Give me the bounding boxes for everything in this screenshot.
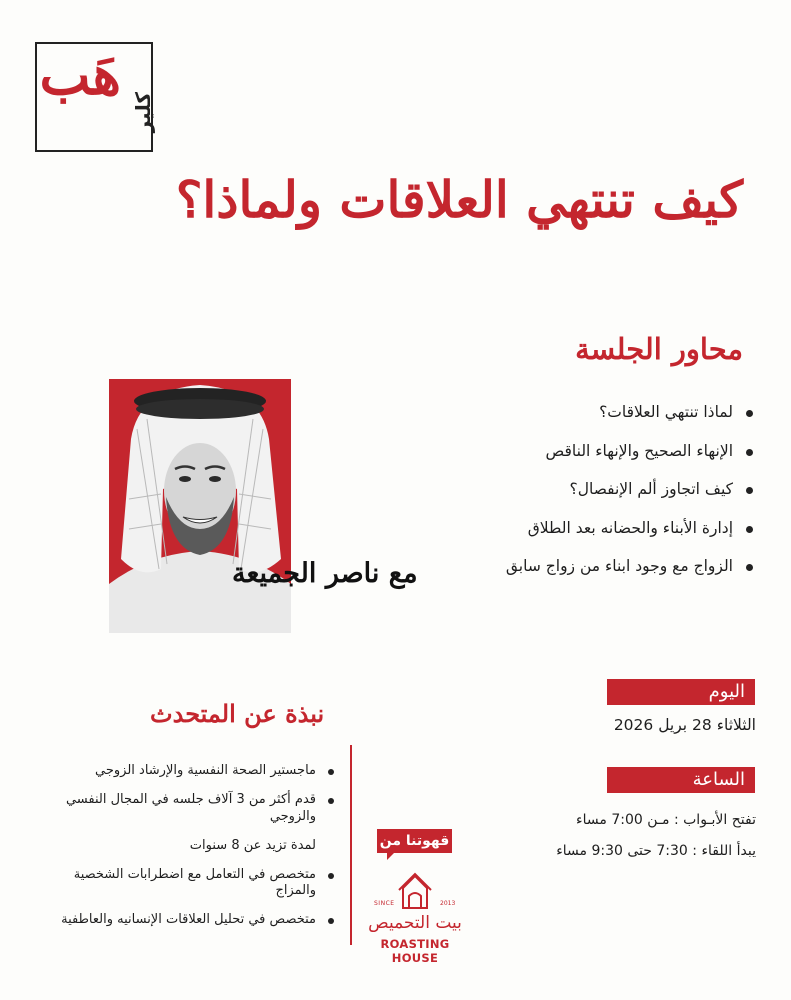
bio-heading: نبذة عن المتحدث [150, 699, 325, 728]
bio-item-text: ماجستير الصحة النفسية والإرشاد الزوجي [95, 763, 316, 778]
sponsor-name-arabic: بيت التحميص [368, 913, 462, 933]
bio-item-continuation: لمدة تزيد عن 8 سنوات [189, 837, 316, 853]
day-label: اليوم [607, 679, 755, 705]
bio-item-text: متخصص في تحليل العلاقات الإنسانيه والعاطفية [61, 912, 316, 928]
bio-item [36, 867, 336, 901]
sponsor-badge: قهوتنا من [377, 829, 452, 853]
session-start-time: يبدأ اللقاء : 7:30 حتى 9:30 مساء [556, 843, 756, 859]
time-label: الساعة [607, 767, 755, 793]
bio-item [36, 912, 336, 929]
sponsor-since-label: SINCE [374, 900, 395, 907]
speaker-photo [109, 379, 291, 633]
bio-item-text: متخصص في التعامل مع اضطرابات الشخصية والمزاج [73, 866, 316, 899]
speaker-name: مع ناصر الجميعة [232, 558, 418, 589]
topic-item: الإنهاء الصحيح والإنهاء الناقص [333, 442, 753, 461]
topic-item: إدارة الأبناء والحضانه بعد الطلاق [333, 519, 753, 538]
topic-item: الزواج مع وجود ابناء من زواج سابق [333, 557, 753, 576]
logo-side-text: كلير [131, 92, 155, 133]
topics-heading: محاور الجلسة [575, 332, 743, 366]
day-value: الثلاثاء 28 بريل 2026 [613, 716, 756, 734]
topic-item: لماذا تنتهي العلاقات؟ [333, 403, 753, 422]
bio-item [36, 792, 336, 855]
doors-open-time: تفتح الأبـواب : مـن 7:00 مساء [576, 812, 756, 828]
bio-item [36, 763, 336, 780]
logo-main-text: هَب [39, 43, 121, 107]
sponsor-name-english: ROASTING HOUSE [380, 937, 450, 965]
brand-logo [35, 42, 153, 152]
page-title: كيف تنتهي العلاقات ولماذا؟ [175, 170, 743, 229]
topic-item: كيف اتجاوز ألم الإنفصال؟ [333, 480, 753, 499]
bio-item-text: قدم أكثر من 3 آلاف جلسه في المجال النفسي والزوجي [65, 791, 316, 824]
sponsor-year: 2013 [440, 900, 456, 907]
speaker-portrait-illustration [109, 379, 291, 633]
bio-list [36, 763, 336, 941]
vertical-divider [350, 745, 352, 945]
